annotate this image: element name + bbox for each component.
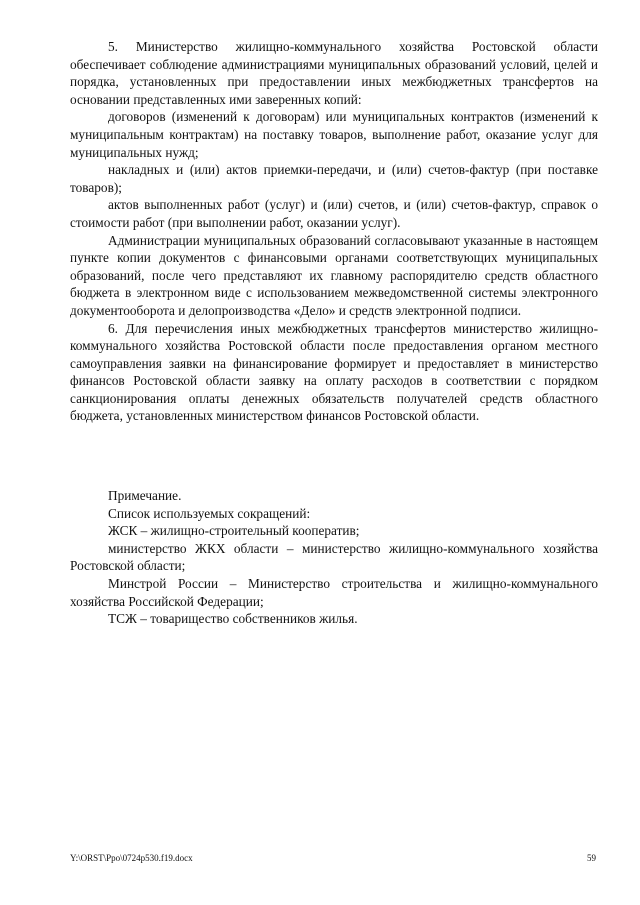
abbreviation-item: ЖСК – жилищно-строительный кооператив; [108,523,360,539]
notes-section [70,487,598,628]
footer-page-number: 59 [587,853,596,863]
footer-file-path: Y:\ORST\Ppo\0724p530.f19.docx [70,853,193,863]
abbreviation-item: министерство ЖКХ области – министерство жилищно-коммунального хозяйства Ростовской области; [70,540,598,574]
notes-heading: Примечание. [108,488,182,503]
main-text [70,38,598,425]
paragraph-acts: актов выполненных работ (услуг) и (или) счетов, и (или) счетов-фактур, справок о стоимости работ (при выполнении работ, оказании услуг). [70,197,598,230]
paragraph-approval: Администрации муниципальных образований согласовывают указанные в настоящем пункте копии документов с финансовыми органами соответствующих муниципальных образований, после чего представляют их главному распорядителю средств областного бюджета в электронном виде с использованием межведомственной системы электронного документооборота и делопроизводства «Дело» и средств электронной подписи. [70,232,598,318]
paragraph-invoices: накладных и (или) актов приемки-передачи, и (или) счетов-фактур (при поставке товаров); [70,162,598,195]
abbreviation-item: ТСЖ – товарищество собственников жилья. [108,611,358,627]
abbreviation-item: Минстрой России – Министерство строительства и жилищно-коммунального хозяйства Российской Федерации; [70,575,598,609]
paragraph-contracts: договоров (изменений к договорам) или муниципальных контрактов (изменений к муниципальным контрактам) на поставку товаров, выполнение работ, оказание услуг для муниципальных нужд; [70,109,598,160]
paragraph-clause-5: 5. Министерство жилищно-коммунального хозяйства Ростовской области обеспечивает соблюдение администрациями муниципальных образований условий, целей и порядка, установленных при предоставлении иных межбюджетных трансфертов на основании представленных ими заверенных копий: [70,39,598,107]
paragraph-clause-6: 6. Для перечисления иных межбюджетных трансфертов министерство жилищно-коммунального хозяйства Ростовской области после предоставления органом местного самоуправления заявки на финансирование формирует и предоставляет в министерство финансов Ростовской области заявку на оплату расходов в соответствии с порядком санкционирования оплаты денежных обязательств получателей средств областного бюджета, установленных министерством финансов Ростовской области. [70,320,598,424]
notes-subheading: Список используемых сокращений: [108,505,311,521]
